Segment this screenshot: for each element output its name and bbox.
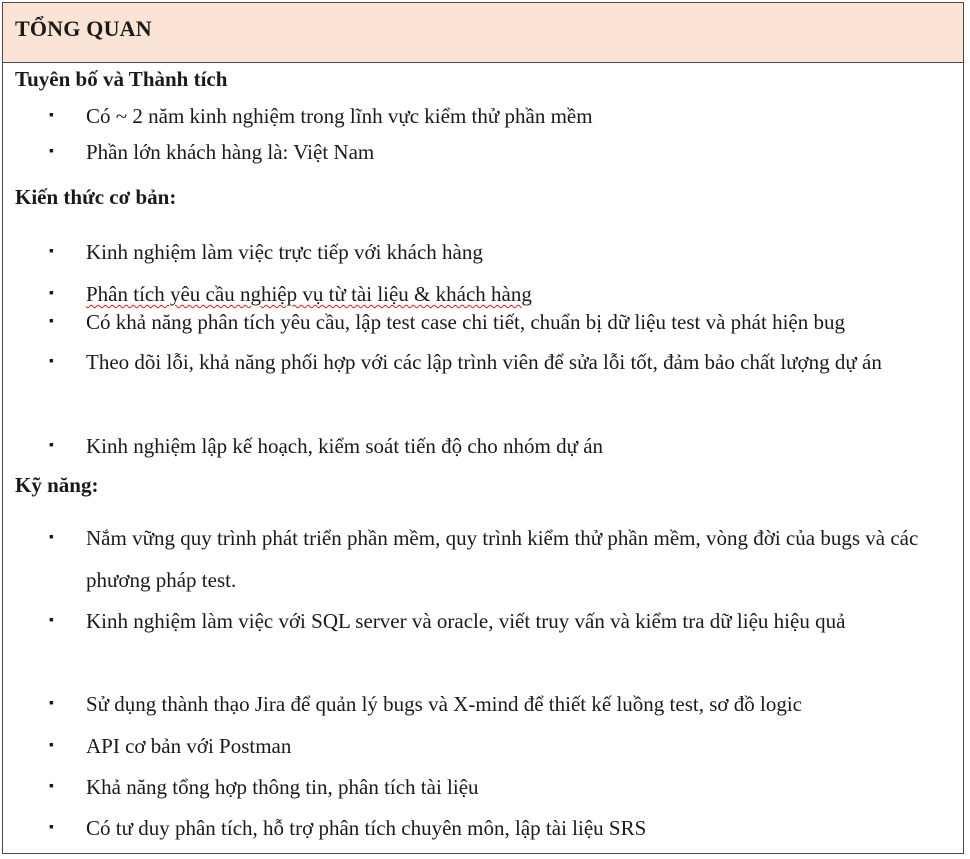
section-heading-skills: Kỹ năng: <box>15 473 99 497</box>
section-heading-achievements: Tuyên bố và Thành tích <box>15 67 228 91</box>
overview-title: TỔNG QUAN <box>15 16 152 41</box>
overview-panel: TỔNG QUAN Tuyên bố và Thành tích ▪ Có ~ 2 năm kinh nghiệm trong lĩnh vực kiểm thử phần mềm ▪ Phần lớn khách hàng là: Việt Nam Kiến thức cơ bản: ▪ Kinh nghiệm làm việc trực tiếp với khách hàng ▪ Phân tích yêu cầu nghiệp vụ từ tài liệu & khách hàng ▪ Có khả năng phân tích yêu cầu, lập test case chi tiết, chuẩn bị dữ liệu test và phát hiện bug ▪ Theo dõi lỗi, khả năng phối hợp với các lập trình viên để sửa lỗi tốt, đảm bảo chất lượng dự án ▪ Kinh nghiệm lập kế hoạch, kiểm soát tiến độ cho nhóm dự án Kỹ năng: ▪ Nắm vững quy trình phát triển phần mềm, quy trình kiểm thử phần mềm, vòng đời của bugs và các phương pháp test. ▪ Kinh nghiệm làm việc với SQL server và oracle, viết truy vấn và kiểm tra dữ liệu hiệu quả ▪ Sử dụng thành thạo Jira để quản lý bugs và X-mind để thiết kế luồng test, sơ đồ logic ▪ API cơ bản với Postman ▪ Khả năng tổng hợp thông tin, phân tích tài liệu ▪ Có tư duy phân tích, hỗ trợ phân tích chuyên môn, lập tài liệu SRS <box>2 2 964 854</box>
bullet-icon: ▪ <box>49 438 54 453</box>
bullet-icon: ▪ <box>49 354 54 369</box>
section-heading-knowledge: Kiến thức cơ bản: <box>15 185 177 209</box>
bullet-icon: ▪ <box>49 108 54 123</box>
bullet-icon: ▪ <box>49 314 54 329</box>
bullet-icon: ▪ <box>49 696 54 711</box>
bullet-icon: ▪ <box>49 530 54 545</box>
bullet-icon: ▪ <box>49 779 54 794</box>
bullet-icon: ▪ <box>49 144 54 159</box>
bullet-icon: ▪ <box>49 613 54 628</box>
overview-header <box>3 3 963 63</box>
bullet-icon: ▪ <box>49 738 54 753</box>
bullet-icon: ▪ <box>49 244 54 259</box>
bullet-icon: ▪ <box>49 286 54 301</box>
bullet-icon: ▪ <box>49 820 54 835</box>
